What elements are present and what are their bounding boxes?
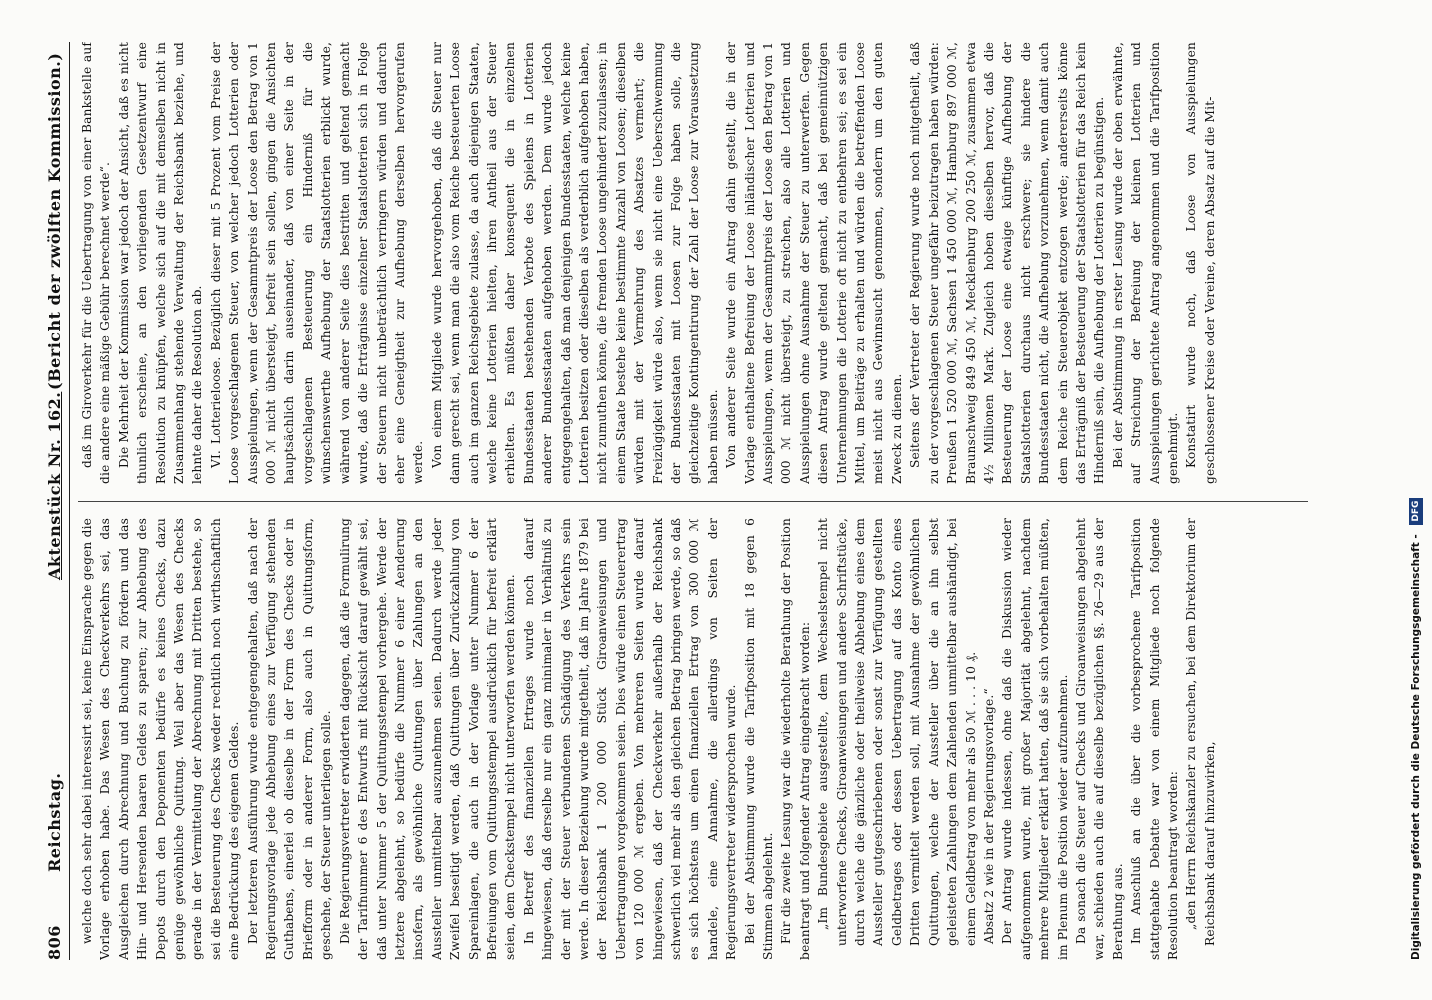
left-text-column — [78, 518, 1308, 960]
paragraph: Da sonach die Steuer auf Checks und Giroanweisungen abgelehnt war, schieden auch die auf dieselbe bezüglichen §§. 26—29 aus der Berathung aus. — [1073, 518, 1125, 960]
paragraph: Absatz 2 wie in der Regierungsvorlage.“ — [981, 688, 996, 944]
paragraph: „Im Bundesgebiete ausgestellte, dem Wechselstempel nicht unterworfene Checks, Giroanweisungen und andere Schriftstücke, durch welche die gänzliche oder theilweise Abhebung eines dem Aussteller gutgeschriebenen oder sonst zur Verfügung gestellten Geldbetrages oder dessen Uebertragung auf das Konto eines Dritten vermittelt werden soll, mit Ausnahme der gewöhnlichen Quittungen, welche der Aussteller über die an ihn selbst geleisteten Zahlungen dem Zahlenden unmittelbar aushändigt, bei einem Geldbetrag von mehr als 50 ℳ . . . 10 ₰. — [816, 518, 978, 946]
paragraph: Bei der Abstimmung wurde die Tarifposition mit 18 gegen 6 Stimmen abgelehnt. — [742, 518, 776, 960]
header-report-title: (Bericht der zwölften Kommission.) — [45, 52, 64, 390]
paragraph: Der Antrag wurde indessen, ohne daß die Diskussion wieder aufgenommen wurde, mit großer Majorität abgelehnt, nachdem mehrere Mitglieder erklärt hatten, daß sie sich vorbehalten müßten, im Plenum die Position wieder aufzunehmen. — [1000, 518, 1070, 960]
paragraph: Seitens der Vertreter der Regierung wurde noch mitgetheilt, daß zu der vorgeschlagenen Steuer ungefähr beizutragen haben würden: Preußen 1 520 000 ℳ, Sachsen 1 450 000 ℳ, Hamburg 897 000 ℳ, Braunschweig 849 450 ℳ, Mecklenburg 200 250 ℳ, zusammen etwa 4½ Millionen Mark. Zugleich hoben dieselben hervor, daß die Besteuerung der Loose eine etwaige künftige Aufhebung der Staatslotterien durchaus nicht erschwere; sie hindere die Bundesstaaten nicht, die Aufhebung vorzunehmen, wenn damit auch dem Reiche ein Steuerobjekt entzogen werde; andererseits könne das Erträgniß der Besteuerung der Staatslotterien für das Reich kein Hinderniß sein, die Aufhebung der Lotterien zu begünstigen. — [908, 42, 1107, 484]
dfg-logo: DFG — [1409, 498, 1423, 525]
header-left-label: Reichstag. — [45, 772, 64, 872]
paragraph: Bei der Abstimmung in erster Lesung wurde der oben erwähnte, auf Streichung der Befreiung der kleinen Lotterien und Ausspielungen gerichtete Antrag angenommen und die Tarifposition genehmigt. — [1110, 42, 1180, 484]
paragraph: Konstatirt wurde noch, daß Loose von Ausspielungen geschlossener Kreise oder Vereine, deren Absatz auf die Mit- — [1184, 42, 1217, 484]
paragraph: In Betreff des finanziellen Ertrages wurde noch darauf hingewiesen, daß derselbe nur ein ganz minimaler in Verhältniß zu der mit der Steuer verbundenen Schädigung des Verkehrs sein werde. In dieser Beziehung wurde mitgetheilt, daß im Jahre 1879 bei der Reichsbank 1 200 000 Stück Giroanweisungen und Uebertragungen vorgekommen seien. Dies würde einen Steuerertrag von 120 000 ℳ ergeben. Von mehreren Seiten wurde darauf hingewiesen, daß der Checkverkehr außerhalb der Reichsbank schwerlich viel mehr als den gleichen Betrag bringen werde, so daß es sich höchstens um einen finanziellen Ertrag von 300 000 ℳ handele, eine Annahme, die allerdings von Seiten der Regierungsvertreter widersprochen wurde. — [521, 518, 739, 960]
page-header — [45, 42, 70, 960]
paragraph: Von einem Mitgliede wurde hervorgehoben, daß die Steuer nur dann gerecht sei, wenn man die also vom Reiche besteuerten Loose auch im ganzen Reichsgebiete zulasse, da auch diejenigen Staaten, welche keine Lotterien hielten, ihren Antheil aus der Steuer erhielten. Es müßten daher konsequent die in einzelnen Bundesstaaten bestehenden Verbote des Spielens in Lotterien anderer Bundesstaaten aufgehoben werden. Dem wurde jedoch entgegengehalten, daß man denjenigen Bundesstaaten, welche keine Lotterien besitzen oder dieselben als verderblich aufgehoben haben, nicht zumuthen könne, die fremden Loose ungehindert zuzulassen; in einem Staate bestehe keine bestimmte Anzahl von Loosen; dieselben würden mit der Vermehrung des Absatzes vermehrt; die Freizügigkeit würde also, wenn sie nicht eine Ueberschwemmung der Bundesstaaten mit Loosen zur Folge haben solle, die gleichzeitige Kontingentirung der Zahl der Loose zur Voraussetzung haben müssen. — [429, 42, 720, 484]
paragraph: daß im Giroverkehr für die Uebertragung von einer Bankstelle auf die andere eine mäßige Gebühr berechnet werde“. — [80, 42, 113, 484]
paragraph: Die Regierungsvertreter erwiderten dagegen, daß die Formulirung der Tarifnummer 6 des Entwurfs mit Rücksicht darauf gewählt sei, daß unter Nummer 5 der Quittungsstempel vorhergehe. Werde der letztere abgelehnt, so bedürfe die Nummer 6 einer Aenderung insofern, als gewöhnliche Quittungen über Zahlungen an den Aussteller unmittelbar auszunehmen seien. Dadurch werde jeder Zweifel beseitigt werden, daß Quittungen über Zurückzahlung von Spareinlagen, die auch in der Vorlage unter Nummer 6 der Befreiungen vom Quittungsstempel ausdrücklich für befreit erklärt seien, dem Checkstempel nicht unterworfen werden können. — [337, 518, 518, 960]
digitization-credit — [1405, 60, 1427, 960]
paragraph: Der letzteren Ausführung wurde entgegengehalten, daß nach der Regierungsvorlage jede Abhebung eines zur Verfügung stehenden Guthabens, einerlei ob dieselbe in der Form des Checks oder in Briefform oder in anderer Form, also auch in Quittungsform, geschehe, der Steuer unterliegen solle. — [245, 518, 334, 960]
paragraph: „den Herrn Reichskanzler zu ersuchen, bei dem Direktorium der Reichsbank darauf hinzuwirken, — [1184, 518, 1217, 946]
column-divider — [78, 501, 1308, 502]
paragraph: Von anderer Seite wurde ein Antrag dahin gestellt, die in der Vorlage enthaltene Befreiung der Loose inländischer Lotterien und Ausspielungen, wenn der Gesammtpreis der Loose den Betrag von 1 000 ℳ nicht übersteigt, zu streichen, also alle Lotterien und Ausspielungen ohne Ausnahme der Steuer zu unterwerfen. Gegen diesen Antrag wurde geltend gemacht, daß bei gemeinnützigen Unternehmungen die Lotterie oft nicht zu entbehren sei; es sei ein Mittel, um Beiträge zu erhalten und würden die betreffenden Loose meist nicht aus Gewinnsucht genommen, sondern um den guten Zweck zu dienen. — [724, 42, 904, 484]
paragraph: Für die zweite Lesung war die wiederholte Berathung der Position beantragt und folgender Antrag eingebracht worden: — [779, 518, 812, 960]
paragraph: Die Mehrheit der Kommission war jedoch der Ansicht, daß es nicht thunlich erscheine, an den vorliegenden Gesetzentwurf eine Resolution zu knüpfen, welche sich auf die mit demselben nicht in Zusammenhang stehende Verwaltung der Reichsbank beziehe, und lehnte daher die Resolution ab. — [116, 42, 205, 484]
right-text-column — [78, 42, 1308, 484]
credit-line: Digitalisierung gefördert durch die Deutsche Forschungsgemeinschaft - — [1410, 534, 1422, 960]
digitization-credit-text — [1405, 60, 1427, 960]
paragraph: Im Anschluß an die über die vorbesprochene Tarifposition stattgehabte Debatte war von einem Mitgliede noch folgende Resolution beantragt worden: — [1129, 518, 1180, 960]
paragraph: welche doch sehr dabei interessirt sei, keine Einsprache gegen die Vorlage erhoben habe. Das Wesen des Checkverkehrs sei, das Ausgleichen durch Abrechnung und Buchung zu fördern und das Hin- und Hersenden baaren Geldes zu sparen; zur Abhebung des Depots durch den Deponenten bedürfe es keines Checks, dazu genüge gewöhnliche Quittung. Weil aber das Wesen des Checks gerade in der Vermittelung der Abrechnung mit Dritten bestehe, so sei die Besteuerung des Checks weder rechtlich noch wirthschaftlich eine Bedrückung des eigenen Geldes. — [80, 518, 242, 960]
page-number: 806 — [45, 925, 64, 960]
header-document-number: Aktenstück Nr. 162. — [45, 391, 64, 580]
paragraph: VI. Lotterieloose. Bezüglich dieser mit 5 Prozent vom Preise der Loose vorgeschlagenen Steuer, von welcher jedoch Lotterien oder Ausspielungen, wenn der Gesammtpreis der Loose den Betrag von 1 000 ℳ nicht übersteigt, befreit sein sollen, gingen die Ansichten hauptsächlich darin auseinander, daß von einer Seite in der vorgeschlagenen Besteuerung ein Hinderniß für die wünschenswerthe Aufhebung der Staatslotterien erblickt wurde, während von anderer Seite dies bestritten und geltend gemacht wurde, daß die Erträgnisse einzelner Staatslotterien sich in Folge der Steuern nicht unbeträchtlich verringern würden und dadurch eher eine Geneigtheit zur Aufhebung derselben hervorgerufen werde. — [208, 42, 426, 484]
